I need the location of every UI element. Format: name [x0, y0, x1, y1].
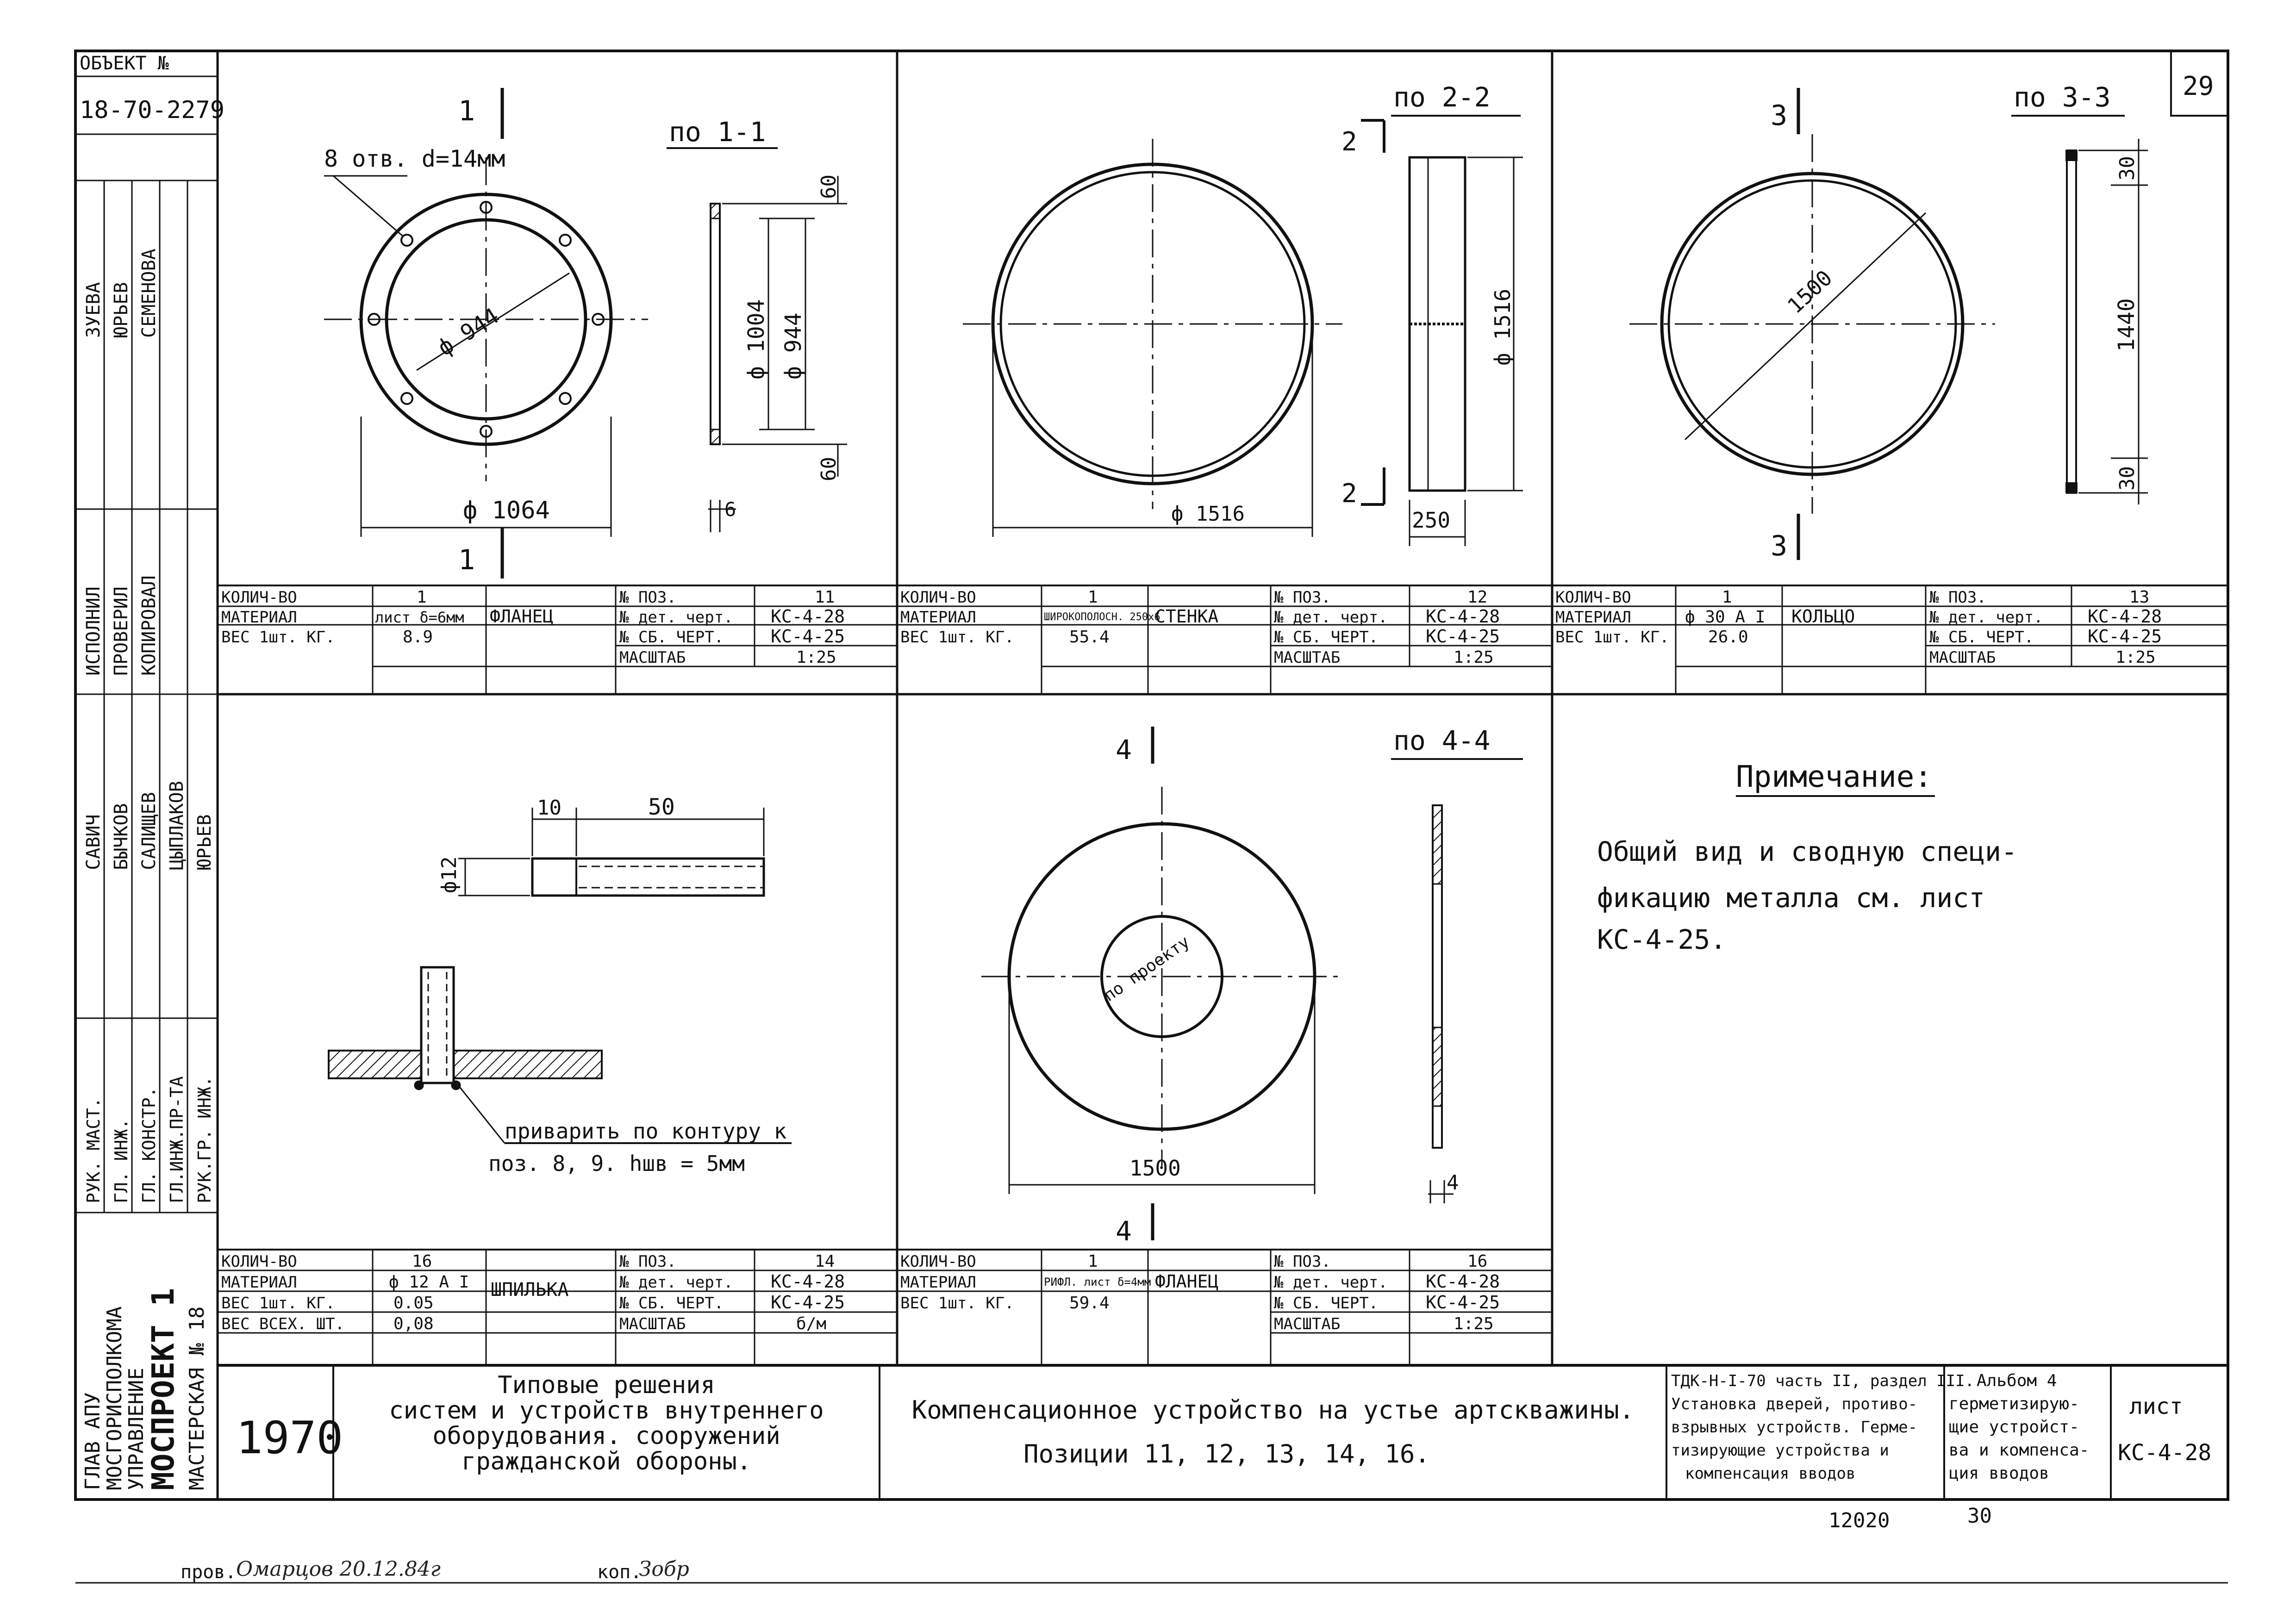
svg-text:КОЛЬЦО: КОЛЬЦО: [1791, 606, 1855, 627]
footer-copy-signature: Зобр: [639, 1557, 689, 1581]
view-5-cut-mark-top: 4: [1116, 734, 1132, 765]
svg-text:ФЛАНЕЦ: ФЛАНЕЦ: [1155, 1271, 1219, 1292]
svg-text:0.05: 0.05: [393, 1294, 434, 1313]
sheet-code: КС-4-28: [2118, 1440, 2212, 1466]
svg-text:ВЕС 1шт. КГ.: ВЕС 1шт. КГ.: [1555, 628, 1669, 647]
role-chief-engineer: ГЛ. ИНЖ.: [111, 1118, 131, 1203]
view-3-dim-dia: 1500: [1782, 265, 1837, 319]
view-1-dim-1004: ф 1004: [743, 299, 769, 380]
svg-text:КС-4-25: КС-4-25: [1426, 626, 1500, 647]
svg-text:№ СБ. ЧЕРТ.: № СБ. ЧЕРТ.: [619, 628, 724, 647]
footer-checked-signature: Омарцов 20.12.84г: [236, 1557, 441, 1581]
section-text-2: Установка дверей, противо-: [1671, 1395, 1918, 1413]
album-text-5: ция вводов: [1949, 1464, 2049, 1483]
sheet-label: лист: [2129, 1394, 2183, 1419]
svg-text:1:25: 1:25: [1454, 648, 1494, 667]
svg-text:ВЕС 1шт. КГ.: ВЕС 1шт. КГ.: [221, 628, 335, 647]
organization-block: [81, 1288, 209, 1490]
footer-copy-label: коп.: [597, 1562, 642, 1583]
roles-mid: [83, 575, 160, 676]
view-1-dim-944: ф 944: [780, 312, 806, 380]
note-line-3: КС-4-25.: [1597, 924, 1727, 955]
svg-text:КС-4-25: КС-4-25: [771, 1292, 845, 1313]
svg-text:КС-4-25: КС-4-25: [2088, 626, 2162, 647]
svg-text:КОЛИЧ-ВО: КОЛИЧ-ВО: [1555, 588, 1631, 607]
svg-text:КОЛИЧ-ВО: КОЛИЧ-ВО: [900, 1252, 976, 1271]
svg-text:КС-4-25: КС-4-25: [1426, 1292, 1500, 1313]
view-3-dim-30-bottom: 30: [2115, 466, 2139, 491]
album-text-4: ва и компенса-: [1949, 1441, 2090, 1460]
section-text-4: тизирующие устройства и: [1671, 1441, 1889, 1460]
svg-text:1: 1: [1722, 588, 1732, 607]
name-tsyplakov: ЦЫПЛАКОВ: [166, 781, 187, 870]
svg-text:КС-4-28: КС-4-28: [2088, 606, 2162, 627]
svg-text:59.4: 59.4: [1069, 1294, 1110, 1313]
view-1-dim-60-bottom: 60: [817, 457, 841, 481]
svg-text:МОСПРОЕКТ 1: МОСПРОЕКТ 1: [145, 1288, 181, 1490]
frame-lines: [75, 51, 2228, 1583]
view-2-dim-250: 250: [1412, 508, 1451, 533]
svg-text:№ ПОЗ.: № ПОЗ.: [1929, 588, 1986, 607]
svg-text:11: 11: [815, 588, 835, 607]
view-4-dim-10: 10: [537, 796, 562, 820]
view-1-holes-note: 8 отв. d=14мм: [324, 145, 505, 172]
svg-text:МАТЕРИАЛ: МАТЕРИАЛ: [900, 1273, 976, 1292]
svg-text:КОЛИЧ-ВО: КОЛИЧ-ВО: [900, 588, 976, 607]
svg-text:ф 30 А I: ф 30 А I: [1685, 608, 1766, 627]
svg-text:МАСШТАБ: МАСШТАБ: [619, 1315, 686, 1333]
name-yuriev-2: ЮРЬЕВ: [194, 814, 215, 870]
svg-text:0,08: 0,08: [393, 1314, 434, 1333]
svg-text:16: 16: [412, 1252, 432, 1271]
svg-text:лист δ=6мм: лист δ=6мм: [375, 609, 464, 626]
svg-text:№ ПОЗ.: № ПОЗ.: [1274, 1252, 1331, 1271]
view-1-section-label: по 1-1: [669, 116, 766, 148]
view-5-dim-4: 4: [1447, 1171, 1459, 1195]
svg-text:16: 16: [1467, 1252, 1488, 1271]
view-2-dim-1516: ф 1516: [1490, 288, 1515, 366]
view-5-section-label: по 4-4: [1393, 725, 1491, 756]
svg-text:14: 14: [815, 1252, 835, 1271]
svg-text:КС-4-28: КС-4-28: [771, 606, 845, 627]
svg-text:№ СБ. ЧЕРТ.: № СБ. ЧЕРТ.: [1929, 628, 2034, 647]
svg-text:ГЛАВ АПУ: ГЛАВ АПУ: [81, 1392, 105, 1490]
svg-text:1: 1: [1088, 588, 1098, 607]
series-title-4: гражданской обороны.: [461, 1448, 752, 1475]
section-text-1: ТДК-Н-I-70 часть II, раздел III.: [1671, 1372, 1975, 1390]
series-title-2: систем и устройств внутреннего: [389, 1397, 824, 1425]
name-yuriev: ЮРЬЕВ: [111, 282, 132, 338]
spec-table-1: [221, 588, 845, 667]
svg-text:№ СБ. ЧЕРТ.: № СБ. ЧЕРТ.: [1274, 628, 1379, 647]
page-number: 30: [1967, 1504, 1992, 1528]
view-3-section-label: по 3-3: [2014, 81, 2111, 113]
svg-text:ф 12 А I: ф 12 А I: [389, 1273, 469, 1292]
svg-text:ВЕС 1шт. КГ.: ВЕС 1шт. КГ.: [900, 1294, 1014, 1313]
view-1-dim-inner: ф 944: [433, 303, 504, 361]
spec-table-4: [221, 1252, 845, 1333]
note-title: Примечание:: [1736, 760, 1932, 794]
svg-text:13: 13: [2129, 588, 2150, 607]
svg-text:МАСШТАБ: МАСШТАБ: [1274, 648, 1341, 667]
view-3-ring: [1629, 88, 2148, 560]
view-2-cut-mark-top: 2: [1341, 127, 1357, 157]
view-2-wall: [963, 116, 1523, 546]
svg-text:55.4: 55.4: [1069, 628, 1110, 647]
role-master: РУК. МАСТ.: [83, 1097, 104, 1203]
view-3-cut-mark-bottom: 3: [1771, 530, 1788, 562]
svg-text:МАСШТАБ: МАСШТАБ: [619, 648, 686, 667]
name-zueva: ЗУЕВА: [83, 282, 104, 338]
svg-text:№ дет. черт.: № дет. черт.: [619, 1273, 733, 1292]
svg-text:1:25: 1:25: [1454, 1314, 1494, 1333]
role-copied: КОПИРОВАЛ: [138, 575, 160, 676]
svg-text:26.0: 26.0: [1708, 628, 1748, 647]
name-savich: САВИЧ: [83, 814, 104, 870]
note-line-1: Общий вид и сводную специ-: [1597, 836, 2017, 867]
view-1-cut-mark-top: 1: [458, 95, 475, 127]
role-group-lead: РУК.ГР. ИНЖ.: [194, 1076, 215, 1203]
drawing-title-2: Позиции 11, 12, 13, 14, 16.: [1023, 1439, 1430, 1468]
svg-text:№ ПОЗ.: № ПОЗ.: [1274, 588, 1331, 607]
view-1-dim-60-top: 60: [817, 174, 841, 199]
svg-text:ВЕС 1шт. КГ.: ВЕС 1шт. КГ.: [900, 628, 1014, 647]
role-executed: ИСПОЛНИЛ: [83, 586, 104, 676]
series-title-3: оборудования. сооружений: [432, 1422, 780, 1450]
role-chief-designer: ГЛ. КОНСТР.: [139, 1087, 159, 1203]
view-3-dim-1440: 1440: [2114, 298, 2140, 352]
svg-text:МОСГОРИСПОЛКОМА: МОСГОРИСПОЛКОМА: [103, 1306, 126, 1490]
series-title-1: Типовые решения: [498, 1371, 715, 1399]
view-1-cut-mark-bottom: 1: [458, 544, 475, 576]
view-2-section-label: по 2-2: [1393, 81, 1491, 113]
view-4-weld-note-1: приварить по контуру к: [505, 1119, 787, 1144]
role-checked: ПРОВЕРИЛ: [111, 586, 132, 676]
svg-text:МАТЕРИАЛ: МАТЕРИАЛ: [221, 1273, 297, 1292]
svg-text:1: 1: [1088, 1252, 1098, 1271]
name-salishchev: САЛИЩЕВ: [138, 792, 160, 870]
view-5-center-label: по проекту: [1100, 932, 1193, 1006]
svg-text:КС-4-28: КС-4-28: [1426, 1271, 1500, 1292]
object-label: ОБЪЕКТ №: [80, 53, 169, 74]
svg-text:КОЛИЧ-ВО: КОЛИЧ-ВО: [221, 588, 297, 607]
svg-text:РИФЛ. лист δ=4мм: РИФЛ. лист δ=4мм: [1044, 1276, 1151, 1288]
svg-text:№ дет. черт.: № дет. черт.: [619, 608, 733, 627]
section-text-3: взрывных устройств. Герме-: [1671, 1418, 1918, 1437]
svg-text:МАСШТАБ: МАСШТАБ: [1274, 1315, 1341, 1333]
view-3-cut-mark-top: 3: [1771, 100, 1788, 132]
svg-text:ШПИЛЬКА: ШПИЛЬКА: [491, 1279, 569, 1300]
name-bychkov: БЫЧКОВ: [111, 803, 132, 870]
view-2-dim-dia: ф 1516: [1171, 502, 1245, 526]
view-4-dim-50: 50: [648, 794, 675, 820]
role-project-engineer: ГЛ.ИНЖ.ПР-ТА: [167, 1076, 187, 1203]
title-year: 1970: [236, 1412, 343, 1464]
view-4-stud: [329, 808, 792, 1143]
svg-text:б/м: б/м: [796, 1314, 827, 1333]
svg-text:КС-4-28: КС-4-28: [1426, 606, 1500, 627]
svg-text:СТЕНКА: СТЕНКА: [1155, 606, 1219, 627]
sheet-corner-number: 29: [2183, 71, 2214, 101]
view-1-dim-6: 6: [724, 498, 736, 521]
section-text-5: компенсация вводов: [1685, 1464, 1856, 1483]
view-1-dim-outer: ф 1064: [463, 497, 550, 524]
album-text-1: Альбом 4: [1977, 1371, 2057, 1390]
view-5-flange: [981, 727, 1523, 1240]
view-5-cut-mark-bottom: 4: [1116, 1215, 1132, 1247]
svg-text:МАСШТАБ: МАСШТАБ: [1929, 648, 1996, 667]
svg-text:№ СБ. ЧЕРТ.: № СБ. ЧЕРТ.: [619, 1294, 724, 1313]
svg-text:№ ПОЗ.: № ПОЗ.: [619, 588, 676, 607]
svg-text:№ дет. черт.: № дет. черт.: [1274, 1273, 1388, 1292]
svg-text:КС-4-25: КС-4-25: [771, 626, 845, 647]
names-top: [83, 249, 160, 338]
svg-text:ШИРОКОПОЛОСН. 250х6: ШИРОКОПОЛОСН. 250х6: [1044, 611, 1160, 623]
svg-text:№ СБ. ЧЕРТ.: № СБ. ЧЕРТ.: [1274, 1294, 1379, 1313]
svg-text:МАТЕРИАЛ: МАТЕРИАЛ: [900, 608, 976, 627]
svg-text:№ дет. черт.: № дет. черт.: [1274, 608, 1388, 627]
svg-text:МАТЕРИАЛ: МАТЕРИАЛ: [1555, 608, 1631, 627]
album-text-2: герметизирую-: [1949, 1394, 2079, 1413]
order-number: 12020: [1828, 1509, 1890, 1532]
view-4-weld-note-2: поз. 8, 9. hшв = 5мм: [488, 1151, 745, 1176]
view-3-dim-30-top: 30: [2115, 156, 2139, 180]
roles-bottom: [83, 1076, 215, 1203]
svg-text:ВЕС 1шт. КГ.: ВЕС 1шт. КГ.: [221, 1294, 335, 1313]
name-semenova: СЕМЕНОВА: [138, 249, 160, 338]
drawing-title-1: Компенсационное устройство на устье артскважины.: [911, 1395, 1635, 1425]
svg-text:№ ПОЗ.: № ПОЗ.: [619, 1252, 676, 1271]
svg-text:УПРАВЛЕНИЕ: УПРАВЛЕНИЕ: [125, 1368, 148, 1490]
album-text-3: щие устройст-: [1949, 1418, 2079, 1437]
svg-text:12: 12: [1467, 588, 1488, 607]
footer-checked-label: пров.: [181, 1562, 237, 1583]
svg-text:№ дет. черт.: № дет. черт.: [1929, 608, 2043, 627]
view-5-dim-1500: 1500: [1129, 1156, 1181, 1181]
svg-text:1: 1: [417, 588, 427, 607]
svg-text:КОЛИЧ-ВО: КОЛИЧ-ВО: [221, 1252, 297, 1271]
svg-text:МАСТЕРСКАЯ № 18: МАСТЕРСКАЯ № 18: [185, 1306, 209, 1490]
svg-text:8.9: 8.9: [403, 628, 433, 647]
svg-text:ВЕС ВСЕХ. ШТ.: ВЕС ВСЕХ. ШТ.: [221, 1315, 345, 1333]
object-number: 18-70-2279: [80, 96, 225, 124]
svg-text:КС-4-28: КС-4-28: [771, 1271, 845, 1292]
view-2-cut-mark-bottom: 2: [1341, 479, 1357, 509]
names-mid: [83, 781, 215, 870]
view-4-dim-12: ф12: [437, 856, 461, 893]
svg-text:1:25: 1:25: [796, 648, 836, 667]
svg-text:ФЛАНЕЦ: ФЛАНЕЦ: [490, 606, 554, 627]
svg-text:МАТЕРИАЛ: МАТЕРИАЛ: [221, 608, 297, 627]
note-line-2: фикацию металла см. лист: [1597, 882, 1985, 914]
svg-text:1:25: 1:25: [2115, 648, 2156, 667]
